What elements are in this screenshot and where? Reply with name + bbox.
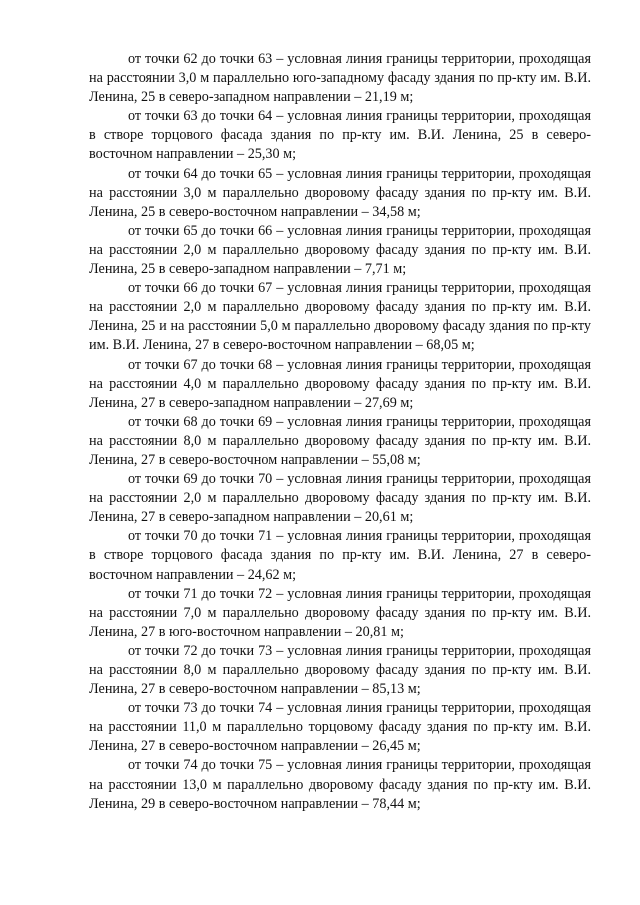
boundary-segment-73-74: от точки 73 до точки 74 – условная линия границы территории, проходящая на расстоянии 11,0 м параллельно торцовому фасаду здания по пр-кту им. В.И. Ленина, 27 в северо-восточном направлении – 26,45 м; xyxy=(89,700,591,755)
boundary-segment-72-73: от точки 72 до точки 73 – условная линия границы территории, проходящая на расстоянии 8,0 м параллельно дворовому фасаду здания по пр-кту им. В.И. Ленина, 27 в северо-восточном направлении – 85,13 м; xyxy=(89,642,591,698)
boundary-segment-66-67: от точки 66 до точки 67 – условная линия границы территории, проходящая на расстоянии 2,0 м параллельно дворовому фасаду здания по пр-кту им. В.И. Ленина, 25 и на расстоянии 5,0 м параллельно дворовому фасаду здания по пр-кту им. В.И. Ленина, 27 в северо-восточном направлении – 68,05 м; xyxy=(89,280,591,354)
document-page xyxy=(89,50,591,814)
boundary-segment-63-64: от точки 63 до точки 64 – условная линия границы территории, проходящая в створе торцового фасада здания по пр-кту им. В.И. Ленина, 25 в северо-восточном направлении – 25,30 м; xyxy=(89,108,591,163)
boundary-segment-65-66: от точки 65 до точки 66 – условная линия границы территории, проходящая на расстоянии 2,0 м параллельно дворовому фасаду здания по пр-кту им. В.И. Ленина, 25 в северо-западном направлении – 7,71 м; xyxy=(89,222,591,278)
boundary-segment-70-71: от точки 70 до точки 71 – условная линия границы территории, проходящая в створе торцового фасада здания по пр-кту им. В.И. Ленина, 27 в северо-восточном направлении – 24,62 м; xyxy=(89,528,591,583)
boundary-segment-71-72: от точки 71 до точки 72 – условная линия границы территории, проходящая на расстоянии 7,0 м параллельно дворовому фасаду здания по пр-кту им. В.И. Ленина, 27 в юго-восточном направлении – 20,81 м; xyxy=(89,585,591,640)
boundary-segment-64-65: от точки 64 до точки 65 – условная линия границы территории, проходящая на расстоянии 3,0 м параллельно дворовому фасаду здания по пр-кту им. В.И. Ленина, 25 в северо-восточном направлении – 34,58 м; xyxy=(89,165,591,220)
boundary-segment-67-68: от точки 67 до точки 68 – условная линия границы территории, проходящая на расстоянии 4,0 м параллельно дворовому фасаду здания по пр-кту им. В.И. Ленина, 27 в северо-западном направлении – 27,69 м; xyxy=(89,356,591,411)
boundary-segment-69-70: от точки 69 до точки 70 – условная линия границы территории, проходящая на расстоянии 2,0 м параллельно дворовому фасаду здания по пр-кту им. В.И. Ленина, 27 в северо-западном направлении – 20,61 м; xyxy=(89,471,591,526)
boundary-segment-74-75: от точки 74 до точки 75 – условная линия границы территории, проходящая на расстоянии 13,0 м параллельно дворовому фасаду здания по пр-кту им. В.И. Ленина, 29 в северо-восточном направлении – 78,44 м; xyxy=(89,757,591,812)
boundary-segment-68-69: от точки 68 до точки 69 – условная линия границы территории, проходящая на расстоянии 8,0 м параллельно дворовому фасаду здания по пр-кту им. В.И. Ленина, 27 в северо-восточном направлении – 55,08 м; xyxy=(89,413,591,468)
boundary-segment-62-63: от точки 62 до точки 63 – условная линия границы территории, проходящая на расстоянии 3,0 м параллельно юго-западному фасаду здания по пр-кту им. В.И. Ленина, 25 в северо-западном направлении – 21,19 м; xyxy=(89,51,591,106)
